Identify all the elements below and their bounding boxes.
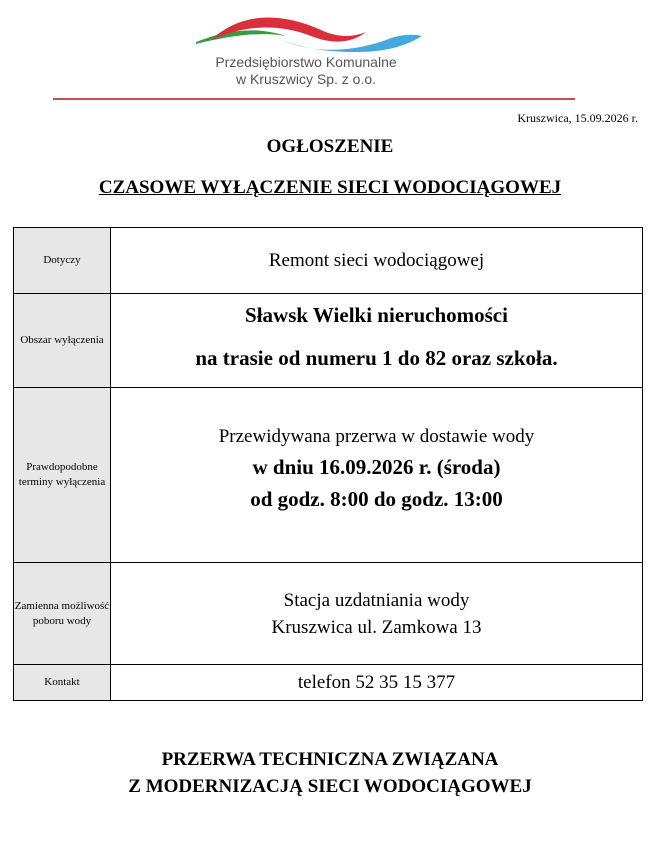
logo-company-location: w Kruszwicy Sp. z o.o. xyxy=(235,71,377,87)
table-row xyxy=(14,228,643,294)
row-label-alternative: Zamienna możliwość poboru wody xyxy=(14,563,111,665)
row-value-alternative xyxy=(111,563,643,665)
logo-wave-icon xyxy=(186,10,426,54)
area-line-2: na trasie od numeru 1 do 82 oraz szkoła. xyxy=(195,346,558,370)
page-title: OGŁOSZENIE xyxy=(266,136,394,157)
row-value-concerns: Remont sieci wodociągowej xyxy=(111,228,643,294)
table-row xyxy=(14,294,643,388)
table-row xyxy=(14,563,643,665)
row-value-contact: telefon 52 35 15 377 xyxy=(111,665,643,701)
place-date: Kruszwica, 15.09.2026 r. xyxy=(517,111,638,125)
row-label-terms: Prawdopodobne terminy wyłączenia xyxy=(14,388,111,563)
notice-table xyxy=(13,227,643,701)
table-row xyxy=(14,388,643,563)
logo-company-name: Przedsiębiorstwo Komunalne xyxy=(215,54,397,70)
row-label-concerns: Dotyczy xyxy=(14,228,111,294)
footer-line-2: Z MODERNIZACJĄ SIECI WODOCIĄGOWEJ xyxy=(128,776,532,797)
row-value-area xyxy=(111,294,643,388)
terms-hours: od godz. 8:00 do godz. 13:00 xyxy=(250,487,503,511)
page-subtitle: CZASOWE WYŁĄCZENIE SIECI WODOCIĄGOWEJ xyxy=(98,177,562,198)
row-label-area: Obszar wyłączenia xyxy=(14,294,111,388)
terms-date: w dniu 16.09.2026 r. (środa) xyxy=(252,455,501,479)
alternative-line-2: Kruszwica ul. Zamkowa 13 xyxy=(271,616,482,638)
terms-line-1: Przewidywana przerwa w dostawie wody xyxy=(218,426,535,447)
header-divider xyxy=(53,98,575,100)
table-row xyxy=(14,665,643,701)
company-logo xyxy=(186,10,426,92)
row-value-terms xyxy=(111,388,643,563)
alternative-line-1: Stacja uzdatniania wody xyxy=(283,589,470,611)
row-label-contact: Kontakt xyxy=(14,665,111,701)
area-line-1: Sławsk Wielki nieruchomości xyxy=(245,303,508,327)
footer-line-1: PRZERWA TECHNICZNA ZWIĄZANA xyxy=(161,749,499,770)
